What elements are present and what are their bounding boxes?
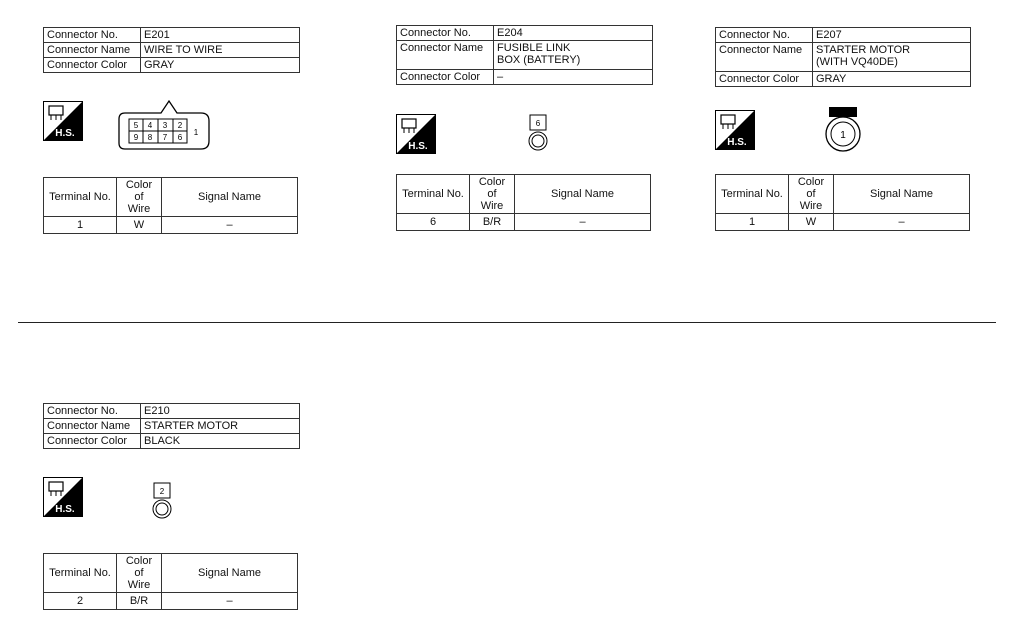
connector-no-value: E207 <box>813 28 971 43</box>
header-signal-name: Signal Name <box>162 554 298 593</box>
pin-label: 5 <box>133 121 139 130</box>
connector-name-value: STARTER MOTOR (WITH VQ40DE) <box>813 43 971 72</box>
pin-label: 1 <box>193 128 199 137</box>
hs-label: H.S. <box>55 128 75 139</box>
table-row <box>716 214 970 231</box>
connector-face-e207 <box>823 106 863 156</box>
table-row <box>44 593 298 610</box>
pin-label: 2 <box>159 487 165 496</box>
label-connector-no: Connector No. <box>44 404 141 419</box>
header-signal-name: Signal Name <box>515 175 651 214</box>
table-row <box>397 214 651 231</box>
label-connector-color: Connector Color <box>44 434 141 449</box>
table-row <box>44 217 298 234</box>
label-connector-name: Connector Name <box>44 419 141 434</box>
connector-no-value: E210 <box>141 404 300 419</box>
connector-info-table <box>396 25 653 85</box>
header-color-of-wire: Color of Wire <box>789 175 834 214</box>
label-connector-color: Connector Color <box>716 72 813 87</box>
connector-info-table <box>43 27 300 73</box>
terminal-no-cell: 1 <box>44 217 117 234</box>
pin-label: 6 <box>535 119 541 128</box>
pin-label: 3 <box>162 121 168 130</box>
connector-no-value: E201 <box>141 28 300 43</box>
hs-label: H.S. <box>55 504 75 515</box>
pin-label: 4 <box>147 121 153 130</box>
header-terminal-no: Terminal No. <box>44 178 117 217</box>
signal-name-cell: – <box>162 217 298 234</box>
connector-color-value: GRAY <box>141 58 300 73</box>
wire-color-cell: W <box>117 217 162 234</box>
pin-label: 2 <box>177 121 183 130</box>
connector-no-value: E204 <box>494 26 653 41</box>
connector-e207 <box>715 27 971 87</box>
header-color-of-wire: Color of Wire <box>470 175 515 214</box>
pin-label: 1 <box>840 130 846 141</box>
connector-face-e201 <box>113 97 213 153</box>
connector-e201 <box>43 27 300 73</box>
terminal-table-e207 <box>715 174 970 231</box>
label-connector-no: Connector No. <box>44 28 141 43</box>
hs-icon <box>715 110 755 150</box>
connector-color-value: – <box>494 70 653 85</box>
label-connector-name: Connector Name <box>397 41 494 70</box>
hs-label: H.S. <box>727 137 747 148</box>
label-connector-name: Connector Name <box>716 43 813 72</box>
hs-icon <box>43 101 83 141</box>
hs-label: H.S. <box>408 141 428 152</box>
terminal-no-cell: 1 <box>716 214 789 231</box>
connector-color-value: BLACK <box>141 434 300 449</box>
wire-color-cell: B/R <box>117 593 162 610</box>
label-connector-color: Connector Color <box>397 70 494 85</box>
signal-name-cell: – <box>162 593 298 610</box>
header-terminal-no: Terminal No. <box>397 175 470 214</box>
wire-color-cell: W <box>789 214 834 231</box>
pin-label: 9 <box>133 133 139 142</box>
connector-name-value: STARTER MOTOR <box>141 419 300 434</box>
terminal-table-e204 <box>396 174 651 231</box>
pin-label: 6 <box>177 133 183 142</box>
header-terminal-no: Terminal No. <box>44 554 117 593</box>
label-connector-no: Connector No. <box>397 26 494 41</box>
connector-color-value: GRAY <box>813 72 971 87</box>
wire-color-cell: B/R <box>470 214 515 231</box>
header-signal-name: Signal Name <box>834 175 970 214</box>
section-divider <box>18 322 996 323</box>
terminal-table-e210 <box>43 553 298 610</box>
label-connector-color: Connector Color <box>44 58 141 73</box>
hs-icon <box>396 114 436 154</box>
connector-info-table <box>715 27 971 87</box>
hs-icon <box>43 477 83 517</box>
label-connector-name: Connector Name <box>44 43 141 58</box>
connector-e210 <box>43 403 300 449</box>
pin-label: 7 <box>162 133 168 142</box>
signal-name-cell: – <box>834 214 970 231</box>
terminal-table-e201 <box>43 177 298 234</box>
header-signal-name: Signal Name <box>162 178 298 217</box>
terminal-no-cell: 2 <box>44 593 117 610</box>
connector-e204 <box>396 25 653 85</box>
terminal-no-cell: 6 <box>397 214 470 231</box>
pin-label: 8 <box>147 133 153 142</box>
connector-name-value: FUSIBLE LINK BOX (BATTERY) <box>494 41 653 70</box>
header-terminal-no: Terminal No. <box>716 175 789 214</box>
header-color-of-wire: Color of Wire <box>117 178 162 217</box>
header-color-of-wire: Color of Wire <box>117 554 162 593</box>
label-connector-no: Connector No. <box>716 28 813 43</box>
connector-name-value: WIRE TO WIRE <box>141 43 300 58</box>
connector-face-e204 <box>525 113 553 153</box>
connector-info-table <box>43 403 300 449</box>
signal-name-cell: – <box>515 214 651 231</box>
connector-face-e210 <box>149 481 177 521</box>
